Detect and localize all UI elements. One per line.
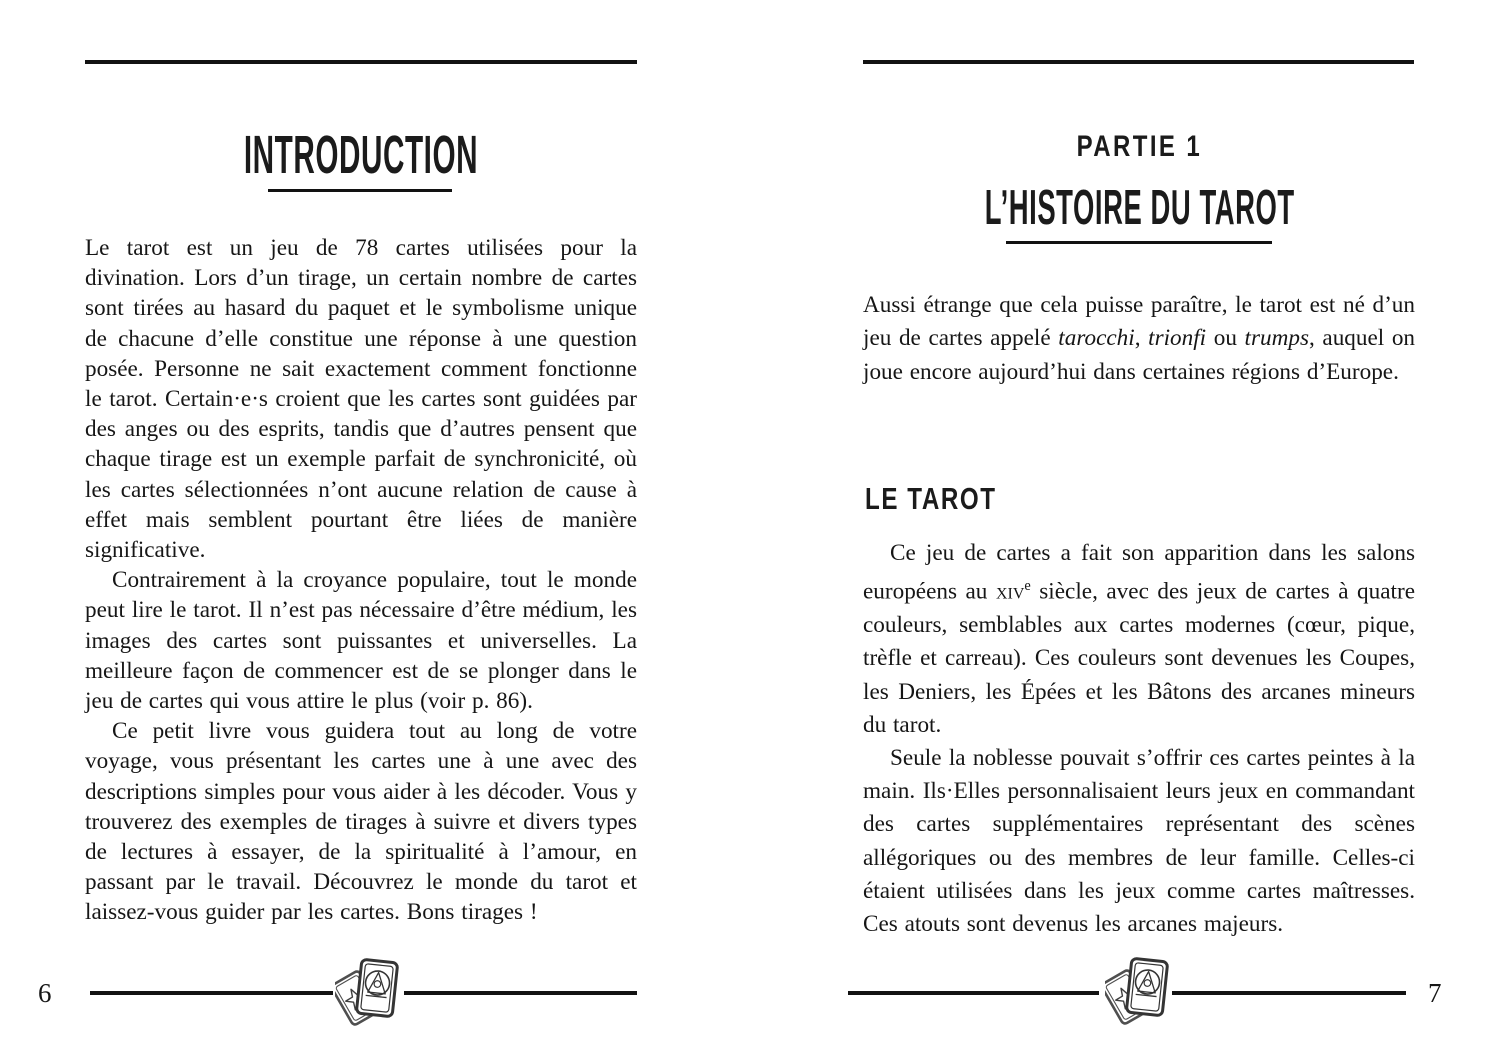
left-title-underline <box>268 189 452 192</box>
intro-segment: , <box>1134 325 1149 352</box>
italic-term-trionfi: trionfi <box>1148 325 1207 352</box>
footer-rule-left-1 <box>90 991 333 995</box>
part-kicker <box>863 132 1415 162</box>
footer-rule-right-1 <box>848 991 1099 995</box>
intro-paragraph-1: Le tarot est un jeu de 78 cartes utilisées pour la divination. Lors d’un tirage, un certain nombre de cartes sont tirées au hasard du paquet et le symbolisme unique de chacune d’elle constitue une réponse à une question posée. Personne ne sait exactement comment fonctionne le tarot. Certain·e·s croient que les cartes sont guidées par des anges ou des esprits, tandis que d’autres pensent que chaque tirage est un exemple parfait de synchronicité, où les cartes sélectionnées n’ont aucune relation de cause à effet mais semblent pourtant être liées de manière significative. <box>85 235 637 564</box>
right-page-title <box>863 181 1415 235</box>
history-intro-text <box>863 289 1415 389</box>
paragraph-segment: siècle, avec des jeux de cartes à quatre couleurs, semblables aux cartes modernes (cœur, pique, trèfle et carreau). Ces couleurs sont devenues les Coupes, les Deniers, les Épées et les Bâtons des arcanes mineurs du tarot. <box>863 578 1415 738</box>
right-title-underline <box>1006 241 1272 244</box>
part-kicker-text: PARTIE 1 <box>1076 130 1202 163</box>
tarot-cards-icon-svg <box>335 951 401 1031</box>
footer-rule-left-2 <box>404 991 637 995</box>
right-page-body <box>863 537 1415 941</box>
eye-card <box>356 959 397 1016</box>
page-number-right: 7 <box>1428 978 1442 1008</box>
page-number-left: 6 <box>38 978 52 1008</box>
right-page-top-rule <box>863 60 1414 64</box>
italic-term-tarocchi: tarocchi <box>1058 325 1135 352</box>
century-ordinal: e <box>1024 578 1031 595</box>
le-tarot-paragraph-1 <box>863 537 1415 742</box>
intro-segment: , auquel on joue encore aujourd’hui dans certaines régions d’Europe. <box>863 325 1416 385</box>
intro-segment: ou <box>1206 325 1245 352</box>
italic-term-trumps: trumps <box>1244 325 1309 352</box>
le-tarot-paragraph-2: Seule la noblesse pouvait s’offrir ces cartes peintes à la main. Ils·Elles personnalisaient leurs jeux en commandant des cartes supplémentaires représentant des scènes allégoriques ou des membres de leur famille. Celles-ci étaient utilisées dans les jeux comme cartes maîtresses. Ces atouts sont devenus les arcanes majeurs. <box>863 744 1415 937</box>
left-page-top-rule <box>85 60 637 64</box>
section-heading-le-tarot <box>865 483 1034 514</box>
intro-paragraph-3: Ce petit livre vous guidera tout au long de votre voyage, vous présentant les cartes une à une avec des descriptions simples pour vous aider à les décoder. Vous y trouverez des exemples de tirages à suivre et divers types de lectures à essayer, de la spiritualité à l’amour, en passant par le travail. Découvrez le monde du tarot et laissez-vous guider par les cartes. Bons tirages ! <box>85 718 637 926</box>
paragraph-segment: Ce jeu de cartes a fait son apparition dans les salons européens au <box>863 540 1415 605</box>
intro-segment: Aussi étrange que cela puisse paraître, le tarot est né d’un jeu de cartes appelé <box>863 292 1415 352</box>
eye-card <box>1126 958 1167 1015</box>
tarot-cards-icon <box>335 951 401 1036</box>
section-heading-text: LE TAROT <box>865 481 997 516</box>
history-intro-paragraph <box>863 289 1415 389</box>
left-page-body <box>85 233 637 928</box>
left-page-title <box>85 125 637 185</box>
century-small-caps: xiv <box>995 578 1025 605</box>
tarot-cards-icon-svg <box>1105 950 1171 1030</box>
intro-paragraph-2: Contrairement à la croyance populaire, tout le monde peut lire le tarot. Il n’est pas nécessaire d’être médium, les images des cartes sont puissantes et universelles. La meilleure façon de commencer est de se plonger dans le jeu de cartes qui vous attire le plus (voir p. 86). <box>85 567 637 715</box>
footer-rule-right-2 <box>1172 991 1406 995</box>
left-page-title-text: INTRODUCTION <box>243 125 479 185</box>
tarot-cards-icon <box>1105 950 1171 1035</box>
right-page-title-text: L’HISTOIRE DU TAROT <box>984 181 1295 235</box>
